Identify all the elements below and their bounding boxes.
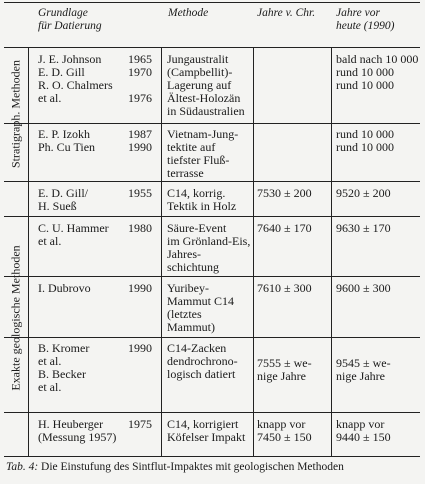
row-authors: C. U. Hammer et al. [38, 221, 109, 248]
row-bc: 7530 ± 200 [257, 186, 312, 200]
col-divider-group [28, 47, 29, 456]
row-method: C14, korrigiert Köfelser Impakt [167, 417, 246, 444]
row-before: 9545 ± we- nige Jahre [336, 356, 391, 383]
rule-row [4, 412, 420, 413]
rule-row [4, 337, 420, 338]
row-before: bald nach 10 000 rund 10 000 rund 10 000 [336, 52, 419, 92]
col-divider-method [161, 47, 162, 456]
table-caption [6, 461, 344, 474]
row-before: 9630 ± 170 [336, 221, 391, 235]
row-method: Vietnam-Jung- tektite auf tiefster Fluß- terrasse [167, 127, 239, 180]
row-bc: 7640 ± 170 [257, 221, 312, 235]
row-years: 1980 [128, 221, 152, 235]
row-years: 1965 1970 1976 [128, 52, 152, 105]
col-divider-bc [253, 47, 254, 456]
row-before: knapp vor 9440 ± 150 [336, 417, 391, 444]
row-years: 1987 1990 [128, 127, 152, 154]
group-label-exact: Exakte geologische Methoden [8, 245, 23, 391]
row-before: rund 10 000 rund 10 000 [336, 127, 394, 154]
header-method: Methode [168, 7, 209, 19]
col-divider-before [331, 47, 332, 456]
rule-header [4, 47, 420, 48]
rule-bottom [4, 456, 420, 457]
row-years: 1955 [128, 186, 152, 200]
rule-row [4, 216, 420, 217]
row-bc: 7610 ± 300 [257, 281, 312, 295]
row-authors: E. P. Izokh Ph. Cu Tien [38, 127, 96, 154]
caption-label: Tab. 4: [6, 461, 39, 473]
row-authors: E. D. Gill/ H. Sueß [38, 186, 88, 213]
row-bc: knapp vor 7450 ± 150 [257, 417, 312, 444]
row-method: C14-Zacken dendrochrono- logisch datiert [167, 341, 238, 381]
row-method: C14, korrig. Tektik in Holz [167, 186, 237, 213]
row-method: Jungaustralit (Campbellit)- Lagerung auf Ältest-Holozän in Südaustralien [167, 52, 245, 118]
header-basis: Grundlage für Datierung [38, 7, 102, 32]
row-authors: I. Dubrovo [38, 281, 91, 295]
row-years: 1990 [128, 281, 152, 295]
row-before: 9520 ± 200 [336, 186, 391, 200]
row-authors: J. E. Johnson E. D. Gill R. O. Chalmers et al. [38, 52, 113, 105]
header-bc: Jahre v. Chr. [257, 7, 316, 19]
row-method: Yuribey- Mammut C14 (letztes Mammut) [167, 281, 235, 334]
rule-row [4, 123, 420, 124]
header-before: Jahre vor heute (1990) [336, 7, 395, 32]
rule-row [4, 276, 420, 277]
rule-top [4, 2, 420, 3]
rule-group [4, 181, 420, 182]
row-method: Säure-Event im Grönland-Eis, Jahres- schichtung [167, 221, 251, 274]
row-before: 9600 ± 300 [336, 281, 391, 295]
row-authors: H. Heuberger (Messung 1957) [38, 417, 117, 444]
row-years: 1975 [128, 417, 152, 431]
row-years: 1990 [128, 341, 152, 355]
group-label-stratigraphic: Stratigraph. Methoden [8, 60, 23, 168]
row-bc: 7555 ± we- nige Jahre [257, 356, 312, 383]
row-authors: B. Kromer et al. B. Becker et al. [38, 341, 90, 394]
caption-text: Die Einstufung des Sintflut-Impaktes mit geologischen Methoden [38, 461, 344, 473]
